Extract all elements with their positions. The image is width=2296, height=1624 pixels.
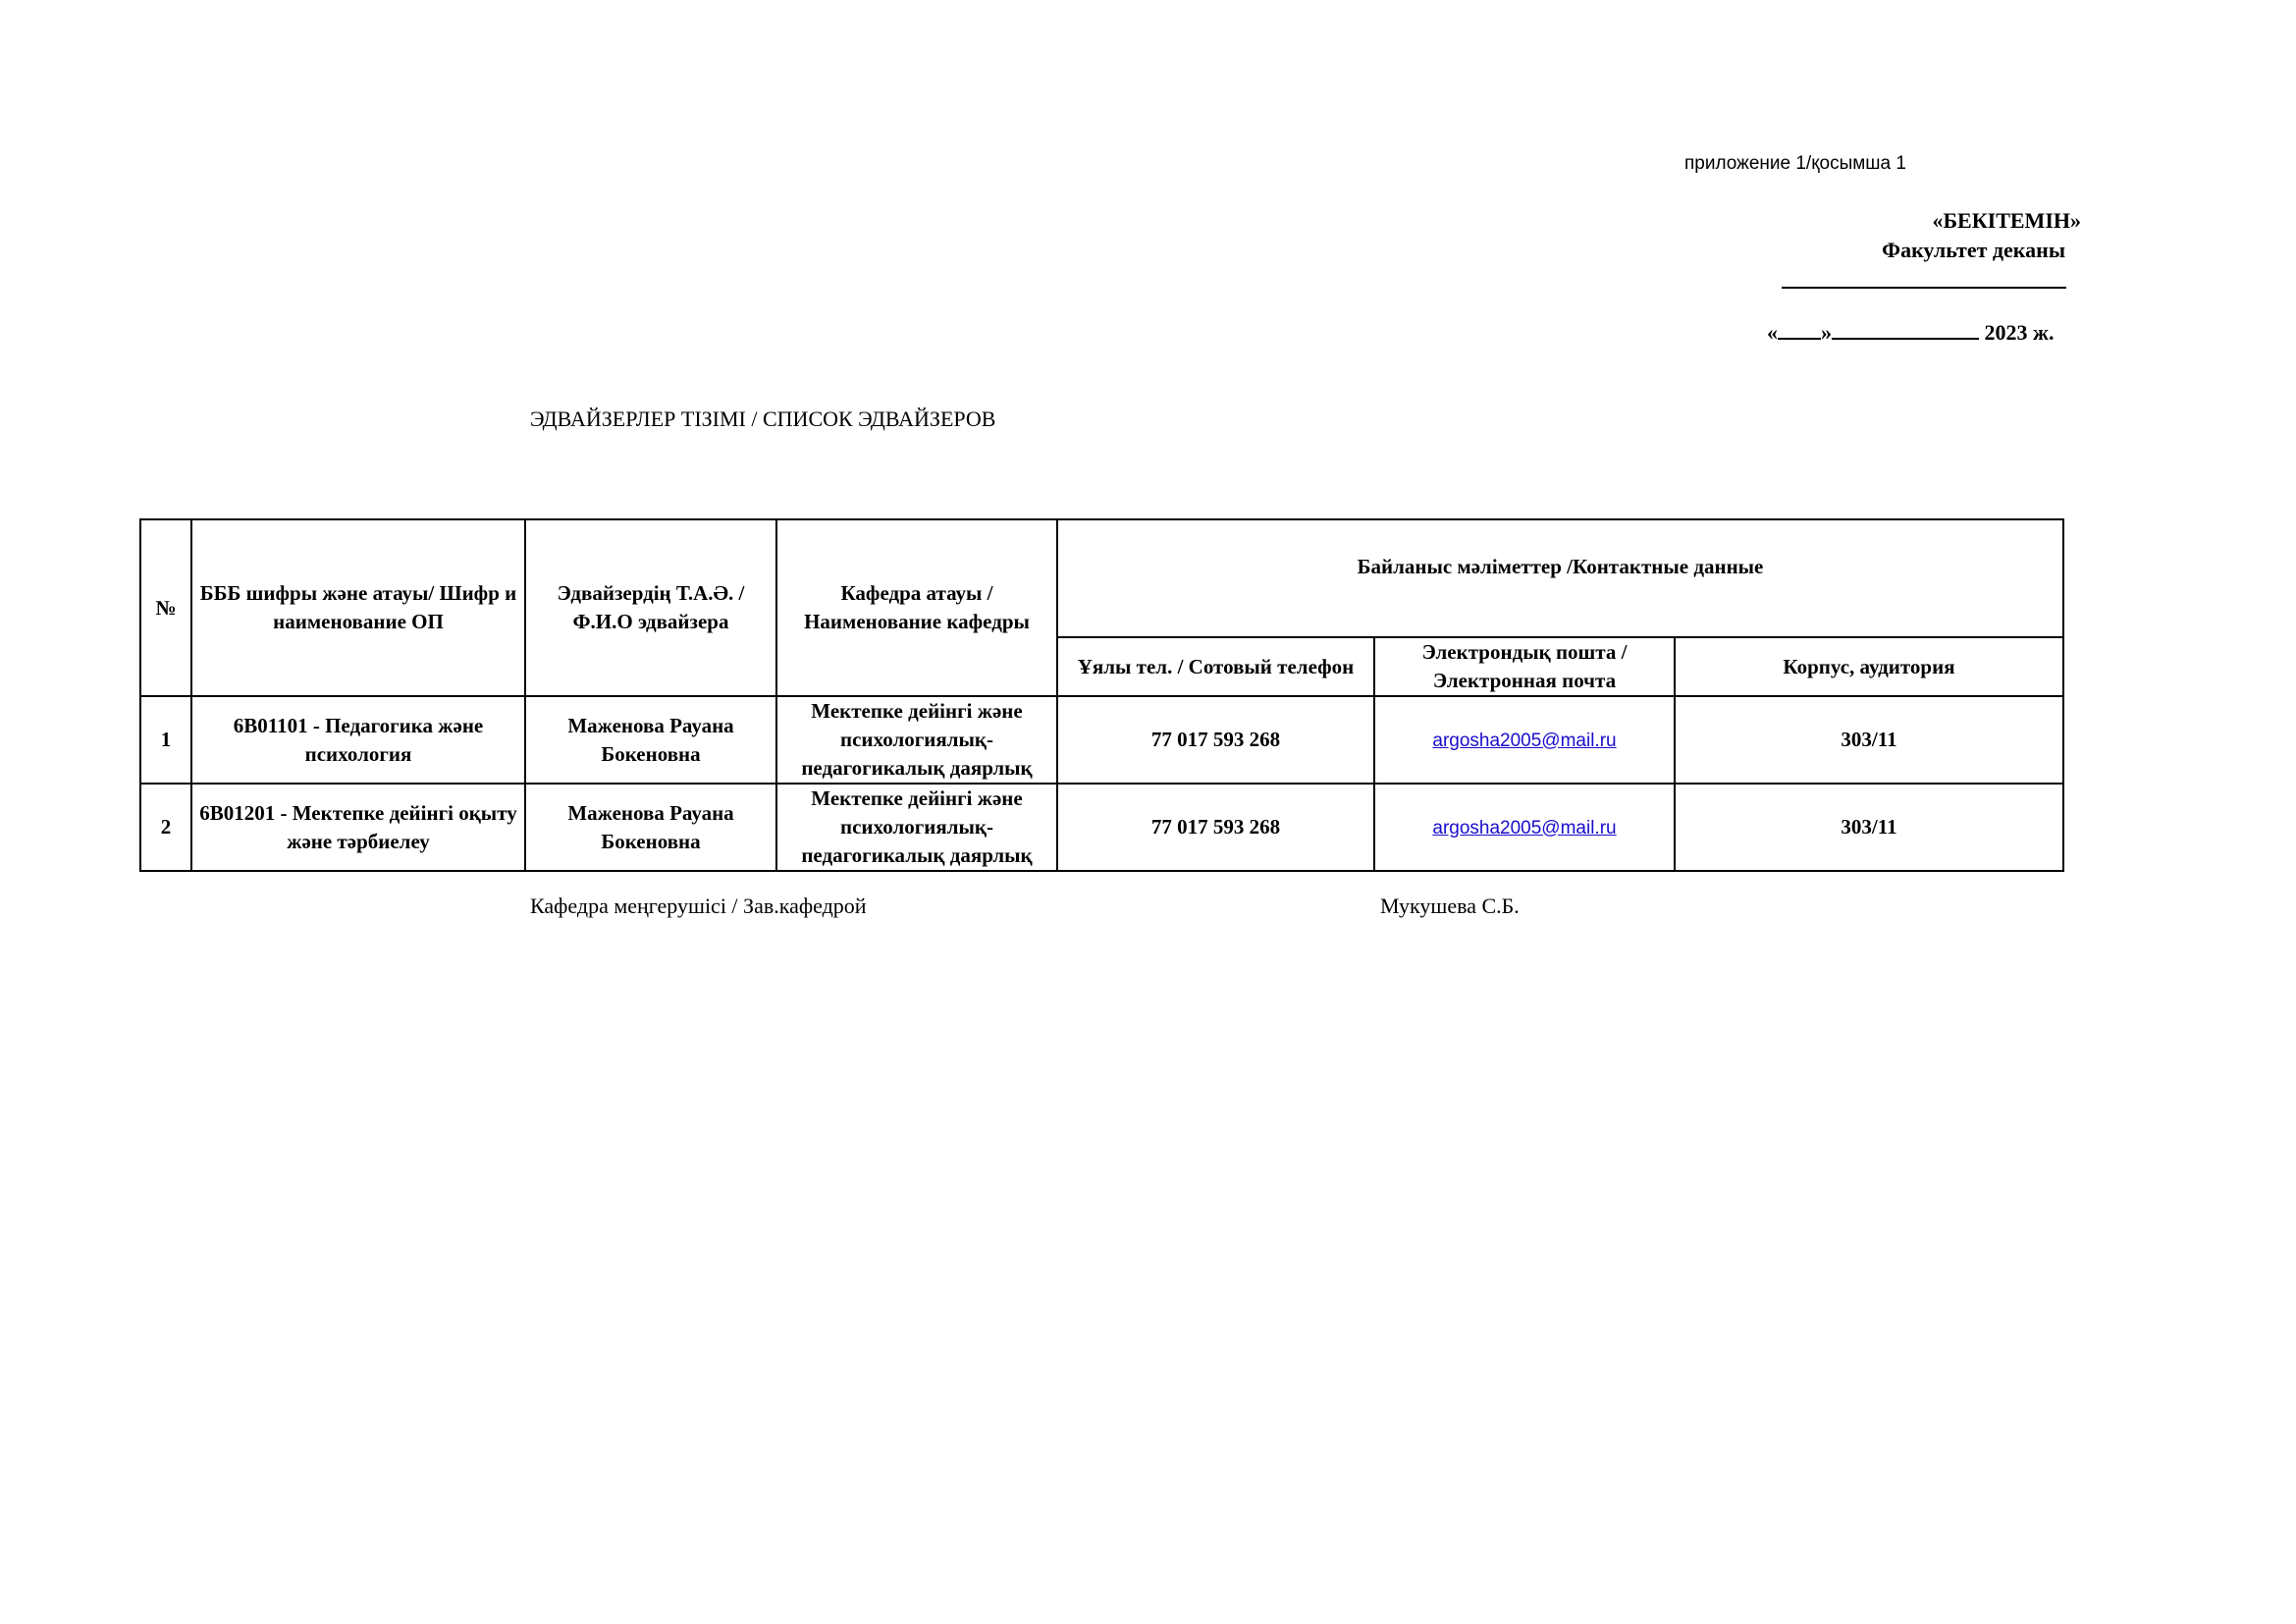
cell-advisor: Маженова Рауана Бокеновна: [525, 784, 776, 871]
header-program: БББ шифры және атауы/ Шифр и наименование ОП: [191, 519, 525, 696]
cell-program: 6В01101 - Педагогика және психология: [191, 696, 525, 784]
approval-block: [1728, 206, 2081, 265]
approve-heading: «БЕКІТЕМІН»: [1932, 208, 2081, 233]
approval-date: [1767, 320, 2054, 346]
header-advisor: Эдвайзердің Т.А.Ә. / Ф.И.О эдвайзера: [525, 519, 776, 696]
month-blank: [1832, 320, 1979, 340]
annex-label: приложение 1/қосымша 1: [1684, 153, 1906, 174]
cell-email: [1374, 696, 1675, 784]
cell-program: 6В01201 - Мектепке дейінгі оқыту және тәрбиелеу: [191, 784, 525, 871]
table-row: [140, 696, 2063, 784]
email-link[interactable]: argosha2005@mail.ru: [1432, 817, 1617, 839]
cell-phone: 77 017 593 268: [1057, 696, 1374, 784]
table-row: [140, 784, 2063, 871]
cell-email: [1374, 784, 1675, 871]
cell-advisor: Маженова Рауана Бокеновна: [525, 696, 776, 784]
header-num: №: [140, 519, 191, 696]
date-year: 2023 ж.: [1984, 320, 2055, 345]
email-link[interactable]: argosha2005@mail.ru: [1432, 730, 1617, 751]
cell-department: Мектепке дейінгі және психологиялық-педагогикалық даярлық: [776, 696, 1057, 784]
date-quote-close: »: [1821, 320, 1832, 345]
advisors-table: [139, 518, 2064, 872]
cell-room: 303/11: [1675, 696, 2063, 784]
signature-line: [1782, 287, 2066, 289]
header-phone: Ұялы тел. / Сотовый телефон: [1057, 637, 1374, 696]
date-quote-open: «: [1767, 320, 1778, 345]
cell-phone: 77 017 593 268: [1057, 784, 1374, 871]
header-department: Кафедра атауы / Наименование кафедры: [776, 519, 1057, 696]
cell-department: Мектепке дейінгі және психологиялық-педагогикалық даярлық: [776, 784, 1057, 871]
department-head-label: Кафедра меңгерушісі / Зав.кафедрой: [530, 893, 867, 918]
header-email: Электрондық пошта /Электронная почта: [1374, 637, 1675, 696]
cell-num: 1: [140, 696, 191, 784]
cell-room: 303/11: [1675, 784, 2063, 871]
day-blank: [1778, 320, 1821, 340]
cell-num: 2: [140, 784, 191, 871]
approver-role: Факультет деканы: [1882, 238, 2065, 262]
department-head-name: Мукушева С.Б.: [1380, 893, 1520, 918]
header-room: Корпус, аудитория: [1675, 637, 2063, 696]
document-title: ЭДВАЙЗЕРЛЕР ТІЗІМІ / СПИСОК ЭДВАЙЗЕРОВ: [530, 406, 996, 431]
header-contacts: Байланыс мәліметтер /Контактные данные: [1057, 519, 2063, 637]
